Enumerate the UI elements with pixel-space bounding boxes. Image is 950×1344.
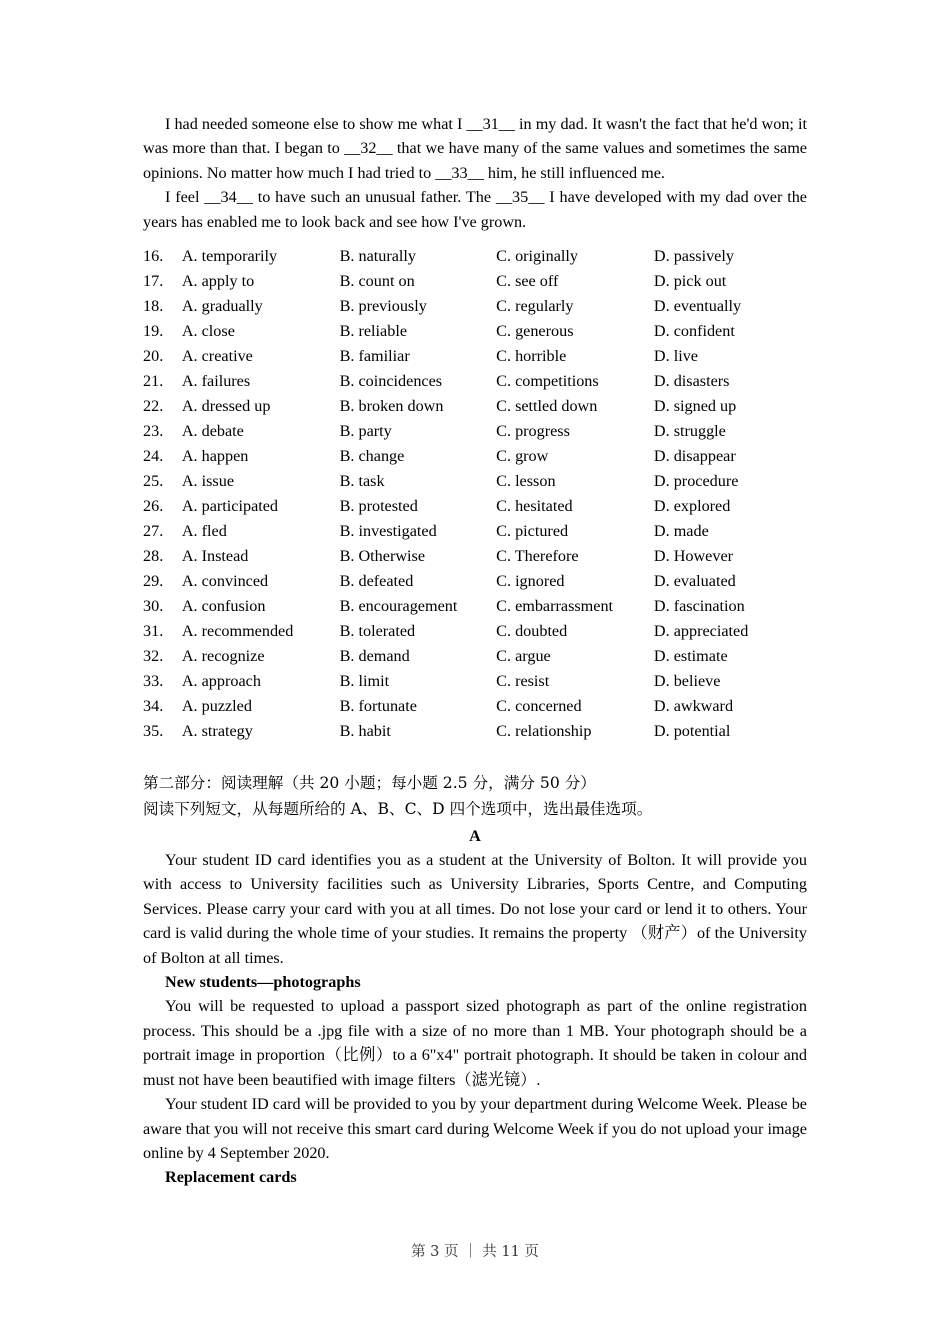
option-c[interactable]: C. concerned <box>496 697 582 716</box>
option-d[interactable]: D. estimate <box>653 647 728 666</box>
option-b[interactable]: B. fortunate <box>339 697 417 716</box>
option-a[interactable]: A. gradually <box>181 297 263 316</box>
cloze-options-body <box>143 244 807 744</box>
table-row <box>143 519 807 544</box>
option-b[interactable]: B. task <box>339 472 385 491</box>
option-b[interactable]: B. encouragement <box>339 597 458 616</box>
passage-subheading-new-students: New students—photographs <box>165 973 361 992</box>
option-b[interactable]: B. broken down <box>339 397 444 416</box>
option-c[interactable]: C. lesson <box>496 472 556 491</box>
table-row <box>143 244 807 269</box>
option-c[interactable]: C. see off <box>496 272 559 291</box>
option-d[interactable]: D. explored <box>653 497 731 516</box>
table-row <box>143 344 807 369</box>
table-row <box>143 544 807 569</box>
option-a[interactable]: A. recognize <box>181 647 265 666</box>
option-b[interactable]: B. investigated <box>339 522 437 541</box>
option-d[interactable]: D. awkward <box>653 697 734 716</box>
option-c[interactable]: C. settled down <box>496 397 598 416</box>
option-a[interactable]: A. failures <box>181 372 251 391</box>
section-two-block <box>143 770 807 822</box>
table-row <box>143 269 807 294</box>
option-number: 30. <box>143 597 164 616</box>
option-b[interactable]: B. Otherwise <box>339 547 426 566</box>
option-a[interactable]: A. convinced <box>181 572 269 591</box>
option-d[interactable]: D. believe <box>653 672 721 691</box>
option-d[interactable]: D. fascination <box>653 597 745 616</box>
option-d[interactable]: D. disasters <box>653 372 730 391</box>
option-number: 17. <box>143 272 164 291</box>
option-number: 35. <box>143 722 164 741</box>
option-c[interactable]: C. resist <box>496 672 550 691</box>
table-row <box>143 494 807 519</box>
table-row <box>143 569 807 594</box>
option-c[interactable]: C. relationship <box>496 722 592 741</box>
passage-paragraph-3: Your student ID card will be provided to you by your department during Welcome Week. Please be aware that you will not receive this smart card during Welcome Week if you do not upload your image online by 4 September 2020. <box>143 1095 807 1162</box>
option-c[interactable]: C. doubted <box>496 622 568 641</box>
table-row <box>143 369 807 394</box>
table-row <box>143 719 807 744</box>
option-a[interactable]: A. creative <box>181 347 253 366</box>
option-d[interactable]: D. live <box>653 347 698 366</box>
option-c[interactable]: C. Therefore <box>496 547 579 566</box>
option-b[interactable]: B. party <box>339 422 392 441</box>
option-c[interactable]: C. originally <box>496 247 579 266</box>
option-b[interactable]: B. limit <box>339 672 390 691</box>
option-d[interactable]: D. eventually <box>653 297 742 316</box>
option-number: 18. <box>143 297 164 316</box>
option-b[interactable]: B. demand <box>339 647 410 666</box>
section-two-instruction: 阅读下列短文，从每题所给的 A、B、C、D 四个选项中，选出最佳选项。 <box>143 800 653 819</box>
option-b[interactable]: B. reliable <box>339 322 408 341</box>
option-number: 20. <box>143 347 164 366</box>
option-number: 19. <box>143 322 164 341</box>
option-d[interactable]: D. appreciated <box>653 622 749 641</box>
option-d[interactable]: D. struggle <box>653 422 726 441</box>
option-a[interactable]: A. dressed up <box>181 397 271 416</box>
option-d[interactable]: D. disappear <box>653 447 736 466</box>
table-row <box>143 469 807 494</box>
option-number: 33. <box>143 672 164 691</box>
table-row <box>143 319 807 344</box>
option-number: 22. <box>143 397 164 416</box>
table-row <box>143 594 807 619</box>
option-c[interactable]: C. embarrassment <box>496 597 614 616</box>
option-a[interactable]: A. apply to <box>181 272 255 291</box>
option-c[interactable]: C. ignored <box>496 572 565 591</box>
option-c[interactable]: C. regularly <box>496 297 574 316</box>
section-two-heading: 第二部分：阅读理解（共 20 小题；每小题 2.5 分，满分 50 分） <box>143 774 596 793</box>
table-row <box>143 669 807 694</box>
passage-subheading-replacement-cards: Replacement cards <box>165 1168 297 1187</box>
option-number: 28. <box>143 547 164 566</box>
option-c[interactable]: C. horrible <box>496 347 567 366</box>
option-d[interactable]: D. signed up <box>653 397 737 416</box>
option-a[interactable]: A. fled <box>181 522 227 541</box>
option-c[interactable]: C. progress <box>496 422 570 441</box>
option-number: 23. <box>143 422 164 441</box>
option-a[interactable]: A. confusion <box>181 597 266 616</box>
cloze-paragraph-1: I had needed someone else to show me what I __31__ in my dad. It wasn't the fact that he'd won; it was more than that. I began to __32__ that we have many of the same values and sometimes the same opinions. No matter how much I had tried to __33__ him, he still influenced me. <box>143 115 807 182</box>
option-d[interactable]: D. evaluated <box>653 572 736 591</box>
passage-letter-a: A <box>469 827 481 846</box>
option-a[interactable]: A. puzzled <box>181 697 252 716</box>
option-number: 24. <box>143 447 164 466</box>
option-number: 26. <box>143 497 164 516</box>
passage-paragraph-1: Your student ID card identifies you as a student at the University of Bolton. It will provide you with access to University facilities such as University Libraries, Sports Centre, and Computing Services. Please carry your card with you at all times. Do not lose your card or lend it to others. Your card is valid during the whole time of your studies. It remains the property （财产）of the University of Bolton at all times. <box>143 851 807 967</box>
option-c[interactable]: C. argue <box>496 647 551 666</box>
option-a[interactable]: A. happen <box>181 447 249 466</box>
table-row <box>143 419 807 444</box>
table-row <box>143 394 807 419</box>
option-number: 21. <box>143 372 164 391</box>
option-c[interactable]: C. pictured <box>496 522 569 541</box>
option-number: 16. <box>143 247 164 266</box>
option-number: 27. <box>143 522 164 541</box>
option-d[interactable]: D. procedure <box>653 472 739 491</box>
option-d[interactable]: D. made <box>653 522 709 541</box>
option-a[interactable]: A. approach <box>181 672 261 691</box>
option-d[interactable]: D. passively <box>653 247 734 266</box>
option-b[interactable]: B. naturally <box>339 247 417 266</box>
option-b[interactable]: B. habit <box>339 722 391 741</box>
option-c[interactable]: C. grow <box>496 447 549 466</box>
table-row <box>143 619 807 644</box>
cloze-paragraph-2: I feel __34__ to have such an unusual father. The __35__ I have developed with my dad over the years has enabled me to look back and see how I've grown. <box>143 188 807 231</box>
table-row <box>143 694 807 719</box>
option-b[interactable]: B. defeated <box>339 572 414 591</box>
option-a[interactable]: A. temporarily <box>181 247 278 266</box>
option-number: 34. <box>143 697 164 716</box>
option-number: 25. <box>143 472 164 491</box>
option-a[interactable]: A. close <box>181 322 235 341</box>
option-number: 32. <box>143 647 164 666</box>
option-b[interactable]: B. count on <box>339 272 415 291</box>
option-c[interactable]: C. generous <box>496 322 574 341</box>
option-b[interactable]: B. coincidences <box>339 372 443 391</box>
option-c[interactable]: C. hesitated <box>496 497 573 516</box>
table-row <box>143 444 807 469</box>
table-row <box>143 644 807 669</box>
option-a[interactable]: A. strategy <box>181 722 253 741</box>
option-a[interactable]: A. debate <box>181 422 244 441</box>
option-b[interactable]: B. change <box>339 447 405 466</box>
option-a[interactable]: A. Instead <box>181 547 249 566</box>
option-number: 31. <box>143 622 164 641</box>
option-d[interactable]: D. pick out <box>653 272 727 291</box>
passage-paragraph-2: You will be requested to upload a passport sized photograph as part of the online registration process. This should be a .jpg file with a size of no more than 1 MB. Your photograph should be a portrait image in proportion（比例）to a 6"x4" portrait photograph. It should be taken in colour and must not have been beautified with image filters（滤光镜）. <box>143 997 807 1089</box>
option-a[interactable]: A. recommended <box>181 622 294 641</box>
page-content <box>143 112 807 1190</box>
option-d[interactable]: D. However <box>653 547 734 566</box>
option-b[interactable]: B. protested <box>339 497 418 516</box>
page-footer: 第 3 页 ｜ 共 11 页 <box>411 1244 539 1260</box>
table-row <box>143 294 807 319</box>
option-b[interactable]: B. previously <box>339 297 427 316</box>
option-d[interactable]: D. confident <box>653 322 735 341</box>
option-b[interactable]: B. tolerated <box>339 622 416 641</box>
option-d[interactable]: D. potential <box>653 722 731 741</box>
option-c[interactable]: C. competitions <box>496 372 599 391</box>
option-a[interactable]: A. participated <box>181 497 279 516</box>
option-number: 29. <box>143 572 164 591</box>
option-a[interactable]: A. issue <box>181 472 235 491</box>
option-b[interactable]: B. familiar <box>339 347 410 366</box>
cloze-options-table <box>143 244 807 744</box>
